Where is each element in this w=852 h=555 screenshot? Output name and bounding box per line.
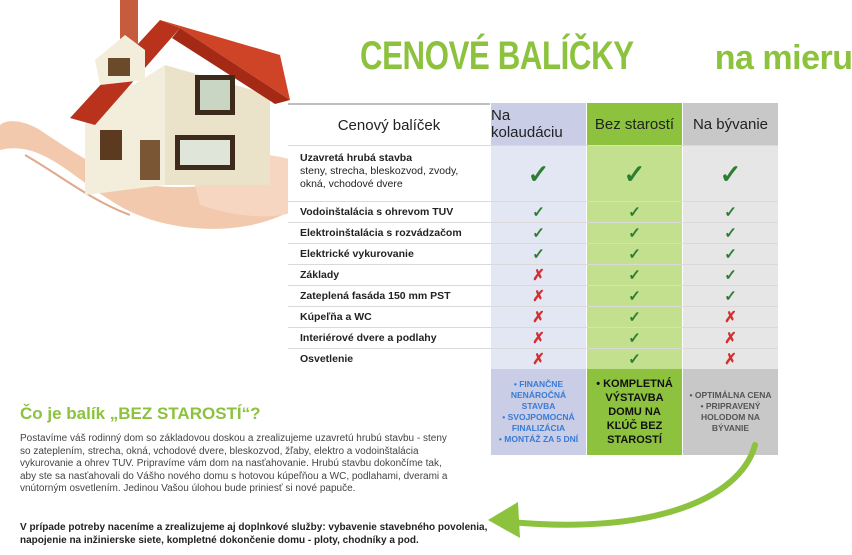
check-icon: ✓ — [724, 245, 737, 263]
check-icon: ✓ — [724, 224, 737, 242]
footer-note: • OPTIMÁLNA CENA — [689, 390, 772, 400]
check-icon: ✓ — [628, 266, 641, 284]
check-icon: ✓ — [628, 224, 641, 242]
cell — [682, 307, 778, 327]
row-label: Interiérové dvere a podlahy — [288, 328, 490, 348]
cell — [586, 202, 682, 222]
title-suffix: na mieru — [714, 39, 852, 77]
extra-services: V prípade potreby naceníme a zrealizujeme aj doplnkové služby: vybavenie stavebného povolenia, napojenie na inžinierske siete, kompletné dokončenie domu - ploty, chodníky a pod. — [20, 522, 488, 546]
row-label: Elektroinštalácia s rozvádzačom — [288, 223, 490, 243]
footer-note: • PRIPRAVENÝ HOLODOM NA BÝVANIE — [700, 401, 761, 433]
cross-icon: ✗ — [532, 329, 545, 347]
cell — [586, 349, 682, 369]
footer-note: • FINANČNE NENÁROČNÁ STAVBA — [510, 379, 567, 411]
cross-icon: ✗ — [724, 350, 737, 368]
check-icon: ✓ — [724, 266, 737, 284]
cell — [586, 307, 682, 327]
check-icon: ✓ — [628, 245, 641, 263]
page-title — [360, 34, 852, 79]
row-label: Elektrické vykurovanie — [288, 244, 490, 264]
table-row — [288, 145, 778, 201]
cell — [682, 146, 778, 201]
footer-note: • KOMPLETNÁ VÝSTAVBA DOMU NA KĽÚČ BEZ STAROSTÍ — [596, 378, 673, 446]
cell — [682, 265, 778, 285]
header-feature: Cenový balíček — [288, 103, 490, 145]
cell — [682, 349, 778, 369]
check-icon: ✓ — [628, 350, 641, 368]
check-icon: ✓ — [628, 329, 641, 347]
table-row — [288, 201, 778, 222]
cell — [586, 265, 682, 285]
check-icon: ✓ — [628, 287, 641, 305]
section-body: Postavíme váš rodinný dom so základovou doskou a zrealizujeme uzavretú hrubú stavbu - steny so zateplením, strecha, okná, vchodové dvere, bleskozvod, žľaby, elektro a vodoinštalácia vykurovanie a ohrev TUV. Pripravíme vám dom na nasťahovanie. Hrubú stavbu dokončíme tak, aby ste sa nasťahovali do Vášho nového domu s hotovou kúpeľňou a WC, podlahami, dverami a vnútorným osvetlením. Jedinou Vašou úlohou bude priniesť si nové papuče. — [20, 433, 448, 494]
cell — [490, 307, 586, 327]
cell — [490, 286, 586, 306]
cell — [586, 223, 682, 243]
row-label-bold: Uzavretá hrubá stavba — [300, 152, 413, 164]
cell — [490, 244, 586, 264]
cell — [490, 146, 586, 201]
cell — [586, 286, 682, 306]
cell — [682, 244, 778, 264]
check-icon: ✓ — [527, 158, 550, 189]
cell — [682, 202, 778, 222]
cross-icon: ✗ — [724, 308, 737, 326]
check-icon: ✓ — [532, 224, 545, 242]
section-title: Čo je balík „BEZ STAROSTÍ“? — [20, 404, 261, 423]
table-row — [288, 285, 778, 306]
table-header — [288, 103, 778, 145]
table-row — [288, 327, 778, 348]
cell — [682, 328, 778, 348]
check-icon: ✓ — [719, 158, 742, 189]
cell — [490, 328, 586, 348]
row-label: Kúpeľňa a WC — [288, 307, 490, 327]
check-icon: ✓ — [724, 203, 737, 221]
row-label-detail: steny, strecha, bleskozvod, zvody, okná, vchodové dvere — [300, 165, 459, 190]
header-package-3: Na bývanie — [682, 103, 778, 145]
table-row — [288, 348, 778, 369]
cross-icon: ✗ — [532, 266, 545, 284]
table-row — [288, 306, 778, 327]
cell — [490, 349, 586, 369]
table-row — [288, 222, 778, 243]
cell — [586, 244, 682, 264]
cross-icon: ✗ — [532, 350, 545, 368]
cross-icon: ✗ — [532, 287, 545, 305]
check-icon: ✓ — [623, 158, 646, 189]
cell — [490, 223, 586, 243]
cell — [586, 328, 682, 348]
header-package-2: Bez starostí — [586, 103, 682, 145]
check-icon: ✓ — [628, 308, 641, 326]
curved-arrow-icon — [470, 440, 770, 550]
footer-note: • SVOJPOMOCNÁ FINALIZÁCIA — [502, 412, 575, 433]
cell — [682, 223, 778, 243]
price-table — [288, 103, 778, 455]
check-icon: ✓ — [532, 203, 545, 221]
row-label: Základy — [288, 265, 490, 285]
row-label: Osvetlenie — [288, 349, 490, 369]
row-label — [288, 146, 490, 201]
check-icon: ✓ — [628, 203, 641, 221]
cross-icon: ✗ — [724, 329, 737, 347]
cell — [586, 146, 682, 201]
cross-icon: ✗ — [532, 308, 545, 326]
table-row — [288, 264, 778, 285]
row-label: Zateplená fasáda 150 mm PST — [288, 286, 490, 306]
footer-note: • MONTÁŽ ZA 5 DNÍ — [498, 434, 579, 444]
title-main: CENOVÉ BALÍČKY — [360, 34, 634, 78]
cell — [682, 286, 778, 306]
header-package-1: Na kolaudáciu — [490, 103, 586, 145]
check-icon: ✓ — [724, 287, 737, 305]
cell — [490, 265, 586, 285]
table-row — [288, 243, 778, 264]
check-icon: ✓ — [532, 245, 545, 263]
cell — [490, 202, 586, 222]
row-label: Vodoinštalácia s ohrevom TUV — [288, 202, 490, 222]
